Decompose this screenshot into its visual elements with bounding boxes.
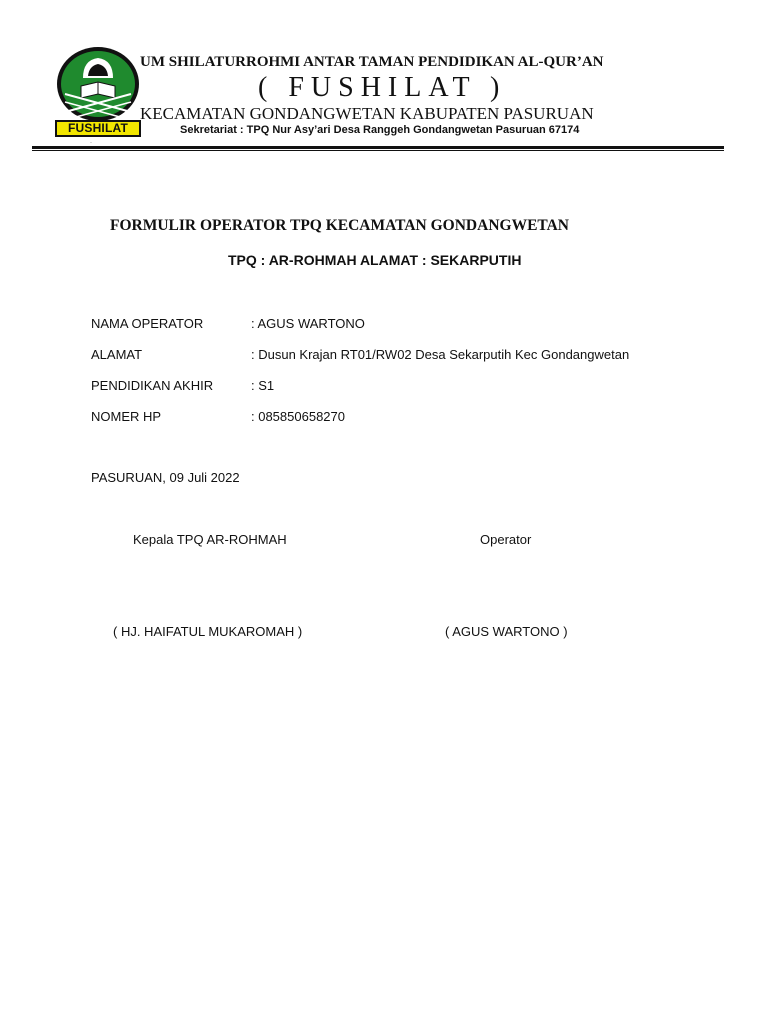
field-label-education: PENDIDIKAN AKHIR: [91, 378, 214, 393]
field-value-phone: : 085850658270: [251, 409, 345, 424]
field-label-address: ALAMAT: [91, 347, 143, 362]
mosque-book-emblem-icon: [55, 46, 141, 122]
signature-title-operator: Operator: [480, 532, 532, 547]
field-value-address: : Dusun Krajan RT01/RW02 Desa Sekarputih Kec Gondangwetan: [251, 347, 630, 362]
brand-name: ( FUSHILAT ): [258, 72, 507, 103]
header-divider-thin: [32, 150, 724, 151]
form-title: FORMULIR OPERATOR TPQ KECAMATAN GONDANGWETAN: [110, 217, 569, 234]
place-date: PASURUAN, 09 Juli 2022: [91, 470, 240, 485]
district-name: KECAMATAN GONDANGWETAN KABUPATEN PASURUAN: [140, 104, 594, 123]
field-value-education: : S1: [251, 378, 275, 393]
fushilat-logo: [55, 46, 141, 138]
field-value-operator-name: : AGUS WARTONO: [251, 316, 365, 331]
field-label-operator-name: NAMA OPERATOR: [91, 316, 204, 331]
header-divider: [32, 146, 724, 149]
signature-title-head: Kepala TPQ AR-ROHMAH: [133, 532, 287, 547]
logo-label: FUSHILAT: [55, 120, 141, 137]
tpq-subtitle: TPQ : AR-ROHMAH ALAMAT : SEKARPUTIH: [228, 252, 522, 268]
signature-name-head: ( HJ. HAIFATUL MUKAROMAH ): [113, 624, 303, 639]
signature-name-operator: ( AGUS WARTONO ): [445, 624, 568, 639]
secretariat-address: Sekretariat : TPQ Nur Asy’ari Desa Ranggeh Gondangwetan Pasuruan 67174: [180, 124, 580, 136]
organization-name: UM SHILATURROHMI ANTAR TAMAN PENDIDIKAN AL-QUR’AN: [140, 54, 604, 70]
field-label-phone: NOMER HP: [91, 409, 162, 424]
tiny-mark: ·: [90, 140, 92, 146]
